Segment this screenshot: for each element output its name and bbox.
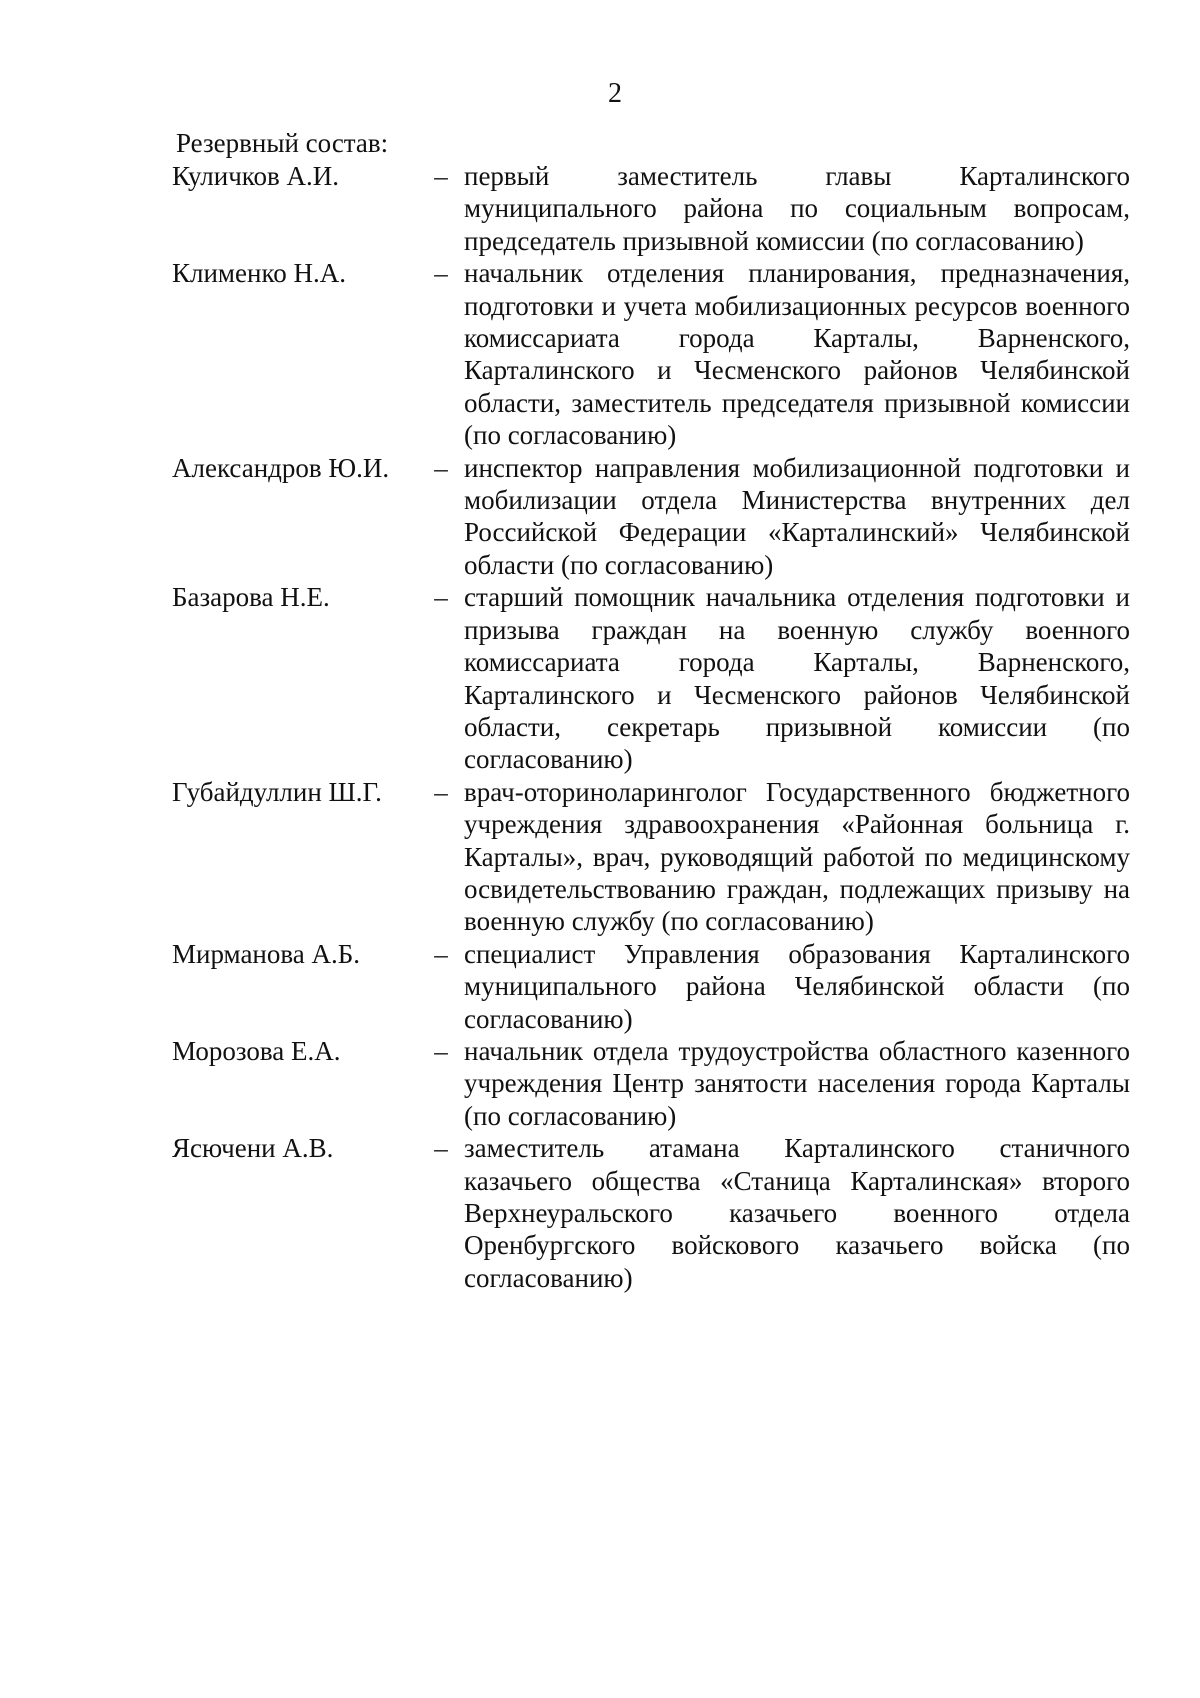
dash-separator: – (434, 938, 448, 969)
page-number: 2 (608, 78, 622, 109)
member-role: первый заместитель главы Карталинского муниципального района по социальным вопросам, председатель призывной комиссии (по согласованию) (464, 161, 1130, 256)
member-name: Базарова Н.Е. (172, 582, 330, 613)
dash-separator: – (434, 1133, 448, 1164)
member-role: заместитель атамана Карталинского станичного казачьего общества «Станица Карталинская» второго Верхнеуральского казачьего военного отдела Оренбургского войскового казачьего войска (по согласованию) (464, 1133, 1130, 1293)
dash-separator: – (434, 776, 448, 807)
member-name: Губайдуллин Ш.Г. (172, 776, 382, 807)
member-entry (172, 452, 1130, 582)
member-role: старший помощник начальника отделения подготовки и призыва граждан на военную службу военного комиссариата города Карталы, Варненского, Карталинского и Чесменского районов Челябинской области, секретарь призывной комиссии (по согласованию) (464, 582, 1130, 775)
member-name: Ясючени А.В. (172, 1133, 334, 1164)
member-name: Клименко Н.А. (172, 258, 346, 289)
member-role: начальник отделения планирования, предназначения, подготовки и учета мобилизационных ресурсов военного комиссариата города Карталы, Варненского, Карталинского и Чесменского районов Челябинской области, заместитель председателя призывной комиссии (по согласованию) (464, 258, 1130, 451)
member-entry (172, 257, 1130, 451)
member-role: инспектор направления мобилизационной подготовки и мобилизации отдела Министерства внутренних дел Российской Федерации «Карталинский» Челябинской области (по согласованию) (464, 452, 1130, 580)
member-entry (172, 938, 1130, 1035)
section-title: Резервный состав: (176, 128, 389, 158)
member-name: Александров Ю.И. (172, 452, 390, 483)
member-role: специалист Управления образования Карталинского муниципального района Челябинской области (по согласованию) (464, 938, 1130, 1034)
member-list (172, 160, 1130, 1294)
member-role: начальник отдела трудоустройства областного казенного учреждения Центр занятости населения города Карталы (по согласованию) (464, 1035, 1130, 1131)
member-entry (172, 581, 1130, 775)
dash-separator: – (434, 1035, 448, 1066)
member-name: Мирманова А.Б. (172, 938, 361, 969)
dash-separator: – (434, 452, 448, 483)
dash-separator: – (434, 258, 448, 289)
member-entry (172, 160, 1130, 257)
member-name: Морозова Е.А. (172, 1035, 341, 1066)
member-entry (172, 1132, 1130, 1294)
member-role: врач-оториноларинголог Государственного бюджетного учреждения здравоохранения «Районная больница г. Карталы», врач, руководящий работой по медицинскому освидетельствованию граждан, подлежащих призыву на военную службу (по согласованию) (464, 776, 1130, 937)
member-entry (172, 1035, 1130, 1132)
member-name: Куличков А.И. (172, 161, 340, 191)
dash-separator: – (434, 161, 448, 191)
dash-separator: – (434, 582, 448, 613)
member-entry (172, 776, 1130, 938)
